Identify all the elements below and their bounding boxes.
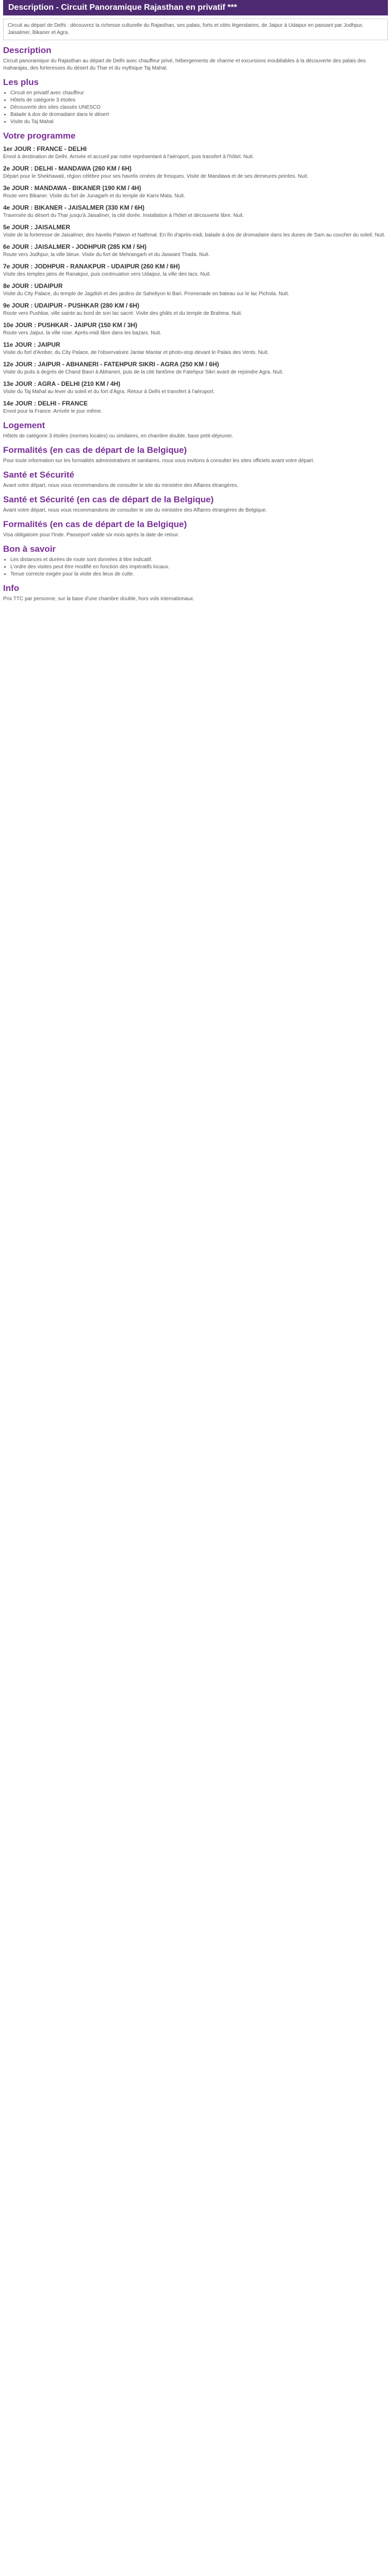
list-item: • Balade à dos de dromadaire dans le désert [10,111,388,118]
page-title: Description - Circuit Panoramique Rajasthan en privatif *** [3,0,388,15]
intro-box: Circuit au départ de Delhi : découvrez la richesse culturelle du Rajasthan, ses palais, forts et cités légendaires, de Jaipur à Udaipur en passant par Jodhpur, Jaisalmer, Bikaner et Agra. [3,19,388,40]
day-title: 7e JOUR : JODHPUR - RANAKPUR - UDAIPUR (260 KM / 6H) [3,263,180,270]
section-heading: Formalités (en cas de départ de la Belgique) [3,519,187,529]
day-title: 14e JOUR : DELHI - FRANCE [3,400,88,407]
day-title: 3e JOUR : MANDAWA - BIKANER (190 KM / 4H) [3,184,141,192]
paragraph: Visite des temples jaïns de Ranakpur, puis continuation vers Udaipur, la ville des lacs. Nuit. [3,272,211,277]
section-heading: Description [3,45,52,55]
paragraph: Pour toute information sur les formalités administratives et sanitaires, nous vous invitons à consulter les sites officiels avant votre départ. [3,458,315,464]
list-item: • Tenue correcte exigée pour la visite des lieux de culte. [10,571,388,578]
paragraph: Hôtels de catégorie 3 étoiles (normes locales) ou similaires, en chambre double, base petit-déjeuner. [3,433,233,439]
list-item: • L'ordre des visites peut être modifié en fonction des impératifs locaux. [10,564,388,571]
day-title: 5e JOUR : JAISALMER [3,224,71,231]
list-item: • Les distances et durées de route sont données à titre indicatif. [10,556,388,564]
paragraph: Avant votre départ, nous vous recommandons de consulter le site du ministère des Affaires étrangères. [3,483,238,488]
paragraph: Visite de la forteresse de Jaisalmer, des havelis Patwon et Nathmal. En fin d'après-midi, balade à dos de dromadaire dans les dunes de Sam au coucher du soleil. Nuit. [3,232,386,238]
paragraph: Visite du City Palace, du temple de Jagdish et des jardins de Saheliyon ki Bari. Promenade en bateau sur le lac Pichola. Nuit. [3,291,289,297]
paragraph: Envol pour la France. Arrivée le jour même. [3,409,103,414]
page [0,0,391,603]
day-title: 10e JOUR : PUSHKAR - JAIPUR (150 KM / 3H) [3,321,138,329]
paragraph: Prix TTC par personne, sur la base d'une chambre double, hors vols internationaux. [3,596,194,602]
paragraph: Traversée du désert du Thar jusqu'à Jaisalmer, la cité dorée. Installation à l'hôtel et découverte libre. Nuit. [3,213,244,218]
paragraph: Circuit panoramique du Rajasthan au départ de Delhi avec chauffeur privé, hébergements de charme et excursions inoubliables à la découverte des palais des maharajas, des forteresses du désert du Thar et du mythique Taj Mahal. [3,58,366,71]
bullet-list [3,556,388,578]
section-heading: Votre programme [3,131,76,141]
paragraph: Visite du puits à degrés de Chand Baori à Abhaneri, puis de la cité fantôme de Fatehpur Sikri avant de rejoindre Agra. Nuit. [3,369,284,375]
list-item: • Circuit en privatif avec chauffeur [10,90,388,97]
day-title: 8e JOUR : UDAIPUR [3,282,63,290]
day-title: 4e JOUR : BIKANER - JAISALMER (330 KM / 6H) [3,204,145,211]
list-item: • Découverte des sites classés UNESCO [10,104,388,111]
section-heading: Logement [3,420,45,430]
day-title: 13e JOUR : AGRA - DELHI (210 KM / 4H) [3,380,121,387]
paragraph: Avant votre départ, nous vous recommandons de consulter le site du ministère des Affaires étrangères de Belgique. [3,507,267,513]
day-title: 1er JOUR : FRANCE - DELHI [3,145,87,152]
section-heading: Info [3,583,20,593]
day-title: 9e JOUR : UDAIPUR - PUSHKAR (280 KM / 6H) [3,302,140,309]
paragraph: Route vers Jaipur, la ville rose. Après-midi libre dans les bazars. Nuit. [3,330,161,336]
day-title: 2e JOUR : DELHI - MANDAWA (260 KM / 6H) [3,165,132,172]
day-title: 11e JOUR : JAIPUR [3,341,60,348]
paragraph: Envol à destination de Delhi. Arrivée et accueil par notre représentant à l'aéroport, puis transfert à l'hôtel. Nuit. [3,154,254,160]
section-heading: Les plus [3,77,39,87]
paragraph: Visa obligatoire pour l'Inde. Passeport valide six mois après la date de retour. [3,532,180,538]
day-title: 6e JOUR : JAISALMER - JODHPUR (285 KM / 5H) [3,243,147,250]
list-item: • Hôtels de catégorie 3 étoiles [10,97,388,104]
bullet-list [3,90,388,126]
section-heading: Formalités (en cas de départ de la Belgique) [3,445,187,455]
paragraph: Départ pour le Shekhawati, région célèbre pour ses havelis ornées de fresques. Visite de Mandawa et de ses demeures peintes. Nuit. [3,174,308,179]
list-item: • Visite du Taj Mahal [10,118,388,126]
paragraph: Route vers Pushkar, ville sainte au bord de son lac sacré. Visite des ghâts et du temple de Brahma. Nuit. [3,311,242,316]
section-heading: Santé et Sécurité (en cas de départ de la Belgique) [3,495,214,504]
content-sections [3,45,388,603]
paragraph: Route vers Bikaner. Visite du fort de Junagarh et du temple de Karni Mata. Nuit. [3,193,185,199]
paragraph: Route vers Jodhpur, la ville bleue. Visite du fort de Mehrangarh et du Jaswant Thada. Nuit. [3,252,210,258]
section-heading: Santé et Sécurité [3,470,74,480]
day-title: 12e JOUR : JAIPUR - ABHANERI - FATEHPUR SIKRI - AGRA (250 KM / 6H) [3,361,219,368]
section-heading: Bon à savoir [3,544,56,554]
paragraph: Visite du fort d'Amber, du City Palace, de l'observatoire Jantar Mantar et photo-stop devant le Palais des Vents. Nuit. [3,350,269,355]
paragraph: Visite du Taj Mahal au lever du soleil et du fort d'Agra. Retour à Delhi et transfert à l'aéroport. [3,389,215,395]
